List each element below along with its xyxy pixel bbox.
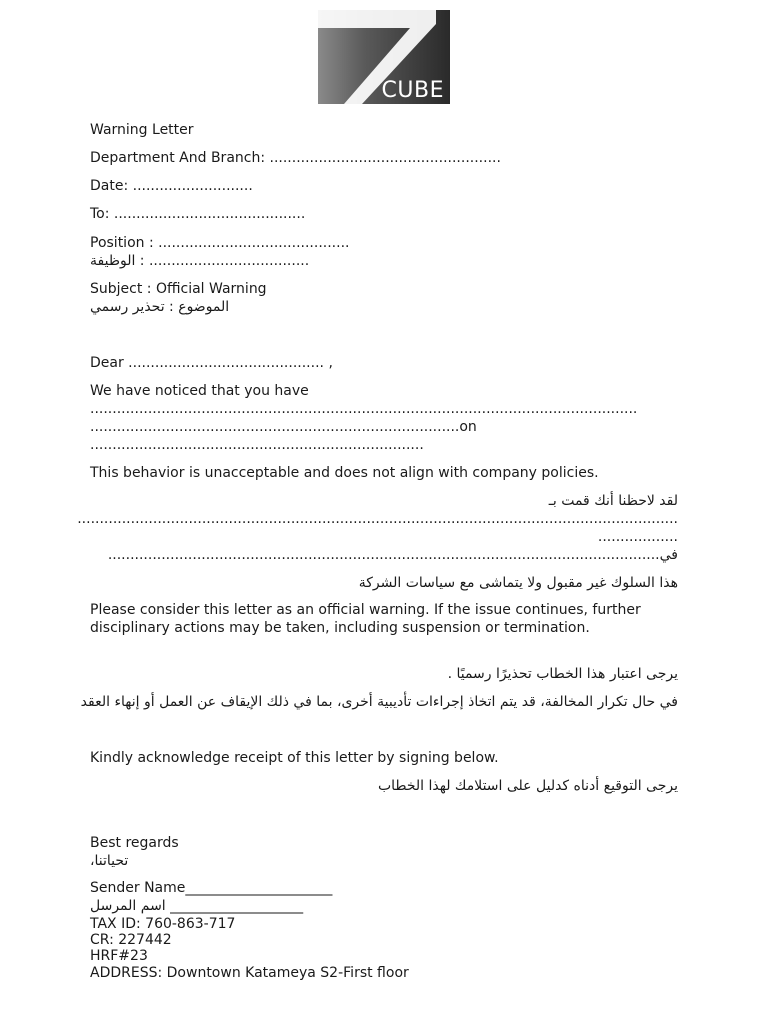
consequence-paragraph-ar: في حال تكرار المخالفة، قد يتم اتخاذ إجراءات تأديبية أخرى، بما في ذلك الإيقاف عن العمل أو إنهاء العقد <box>80 694 678 710</box>
sender-name-field-ar: ___________________ اسم المرسل <box>90 898 304 914</box>
closing-regards: Best regards <box>90 835 179 851</box>
blank-line-2: ...................................................................................on <box>90 419 477 435</box>
sender-name-field: Sender Name_____________________ <box>90 880 333 896</box>
date-field: Date: ........................... <box>90 178 253 194</box>
blank-line-1: ........................................................................................................................... <box>90 401 638 417</box>
hrf-number: HRF#23 <box>90 948 148 964</box>
blank-line-ar-3: في............................................................................................................................ <box>107 547 678 563</box>
cr-number: CR: 227442 <box>90 932 172 948</box>
tax-id: TAX ID: 760-863-717 <box>90 916 236 932</box>
noticed-text: We have noticed that you have <box>90 383 309 399</box>
acknowledge-text-ar: يرجى التوقيع أدناه كدليل على استلامك لهذا الخطاب <box>377 778 678 794</box>
salutation: Dear ............................................ , <box>90 355 333 371</box>
position-field-ar: .................................... : الوظيفة <box>90 253 310 269</box>
behavior-text-ar: هذا السلوك غير مقبول ولا يتماشى مع سياسات الشركة <box>358 575 678 591</box>
department-field: Department And Branch: .................................................... <box>90 150 501 166</box>
acknowledge-text: Kindly acknowledge receipt of this letter by signing below. <box>90 750 499 766</box>
to-field: To: ........................................... <box>90 206 306 222</box>
noticed-text-ar: لقد لاحظنا أنك قمت بـ <box>548 493 678 509</box>
warning-paragraph: Please consider this letter as an official warning. If the issue continues, further disciplinary actions may be taken, including suspension or termination. <box>90 602 641 636</box>
subject-line-ar: الموضوع : تحذير رسمي <box>90 299 230 315</box>
company-logo <box>318 10 450 104</box>
letter-title: Warning Letter <box>90 122 194 138</box>
closing-regards-ar: تحياتنا، <box>90 853 129 869</box>
position-field: Position : ........................................... <box>90 235 350 251</box>
warning-paragraph-ar: يرجى اعتبار هذا الخطاب تحذيرًا رسميًا . <box>447 666 678 682</box>
behavior-text: This behavior is unacceptable and does not align with company policies. <box>90 465 599 481</box>
blank-line-ar-1: ....................................................................................................................................... <box>77 511 678 527</box>
logo-text: CUBE <box>381 78 444 103</box>
blank-line-ar-2: .................. <box>597 529 678 545</box>
subject-line: Subject : Official Warning <box>90 281 267 297</box>
address: ADDRESS: Downtown Katameya S2-First floor <box>90 965 409 981</box>
blank-line-3: ........................................................................... <box>90 437 424 453</box>
